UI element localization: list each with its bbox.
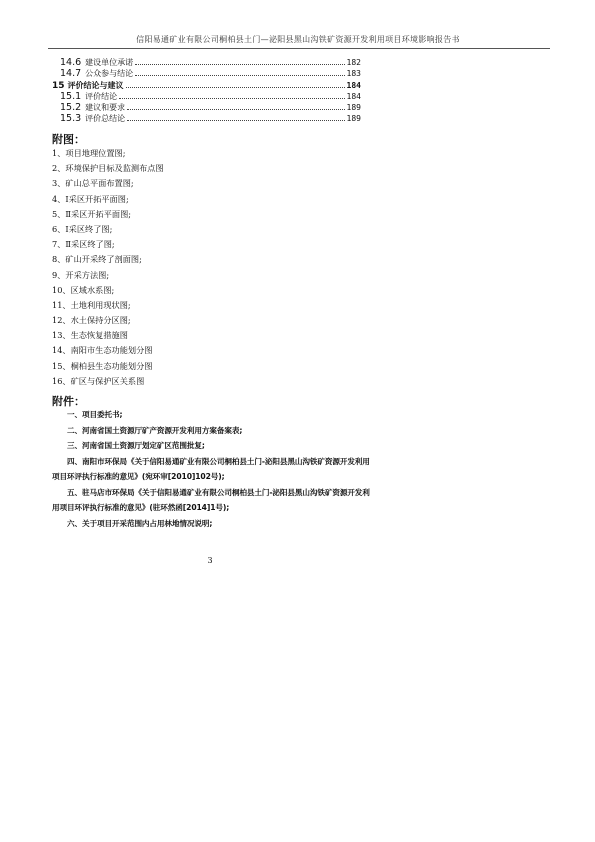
figures-list — [52, 146, 164, 389]
attachment-list-item: 一、项目委托书; — [67, 410, 123, 419]
figure-list-item: 14、南阳市生态功能划分图 — [52, 345, 153, 356]
figure-list-item: 13、生态恢复措施图 — [52, 330, 128, 341]
toc-entry-page: 182 — [346, 58, 361, 67]
toc-entry-number: 14.6 — [60, 57, 82, 68]
figure-list-item: 2、环境保护目标及监测布点图 — [52, 163, 164, 174]
figures-heading: 附图： — [52, 133, 85, 146]
attachment-list-item: 三、河南省国土资源厅划定矿区范围批复; — [67, 441, 205, 450]
figure-list-item: 9、开采方法图; — [52, 269, 110, 280]
toc-leader-dots — [127, 109, 344, 110]
toc-entry-number: 14.7 — [60, 68, 82, 80]
toc-entry-title: 公众参与结论 — [85, 69, 134, 79]
toc-entry[interactable] — [52, 80, 361, 91]
toc-entry-page: 184 — [346, 91, 361, 101]
toc-entry-page: 189 — [346, 103, 361, 113]
figure-list-item: 16、矿区与保护区关系图 — [52, 375, 145, 386]
figure-list-item: 5、Ⅱ采区开拓平面图; — [52, 208, 132, 219]
toc-entry-title: 建设单位承诺 — [85, 58, 134, 67]
toc-leader-dots — [126, 87, 345, 88]
table-of-contents — [52, 57, 361, 125]
toc-entry-page: 184 — [346, 80, 361, 90]
toc-entry[interactable] — [52, 68, 361, 79]
attachments-list — [52, 407, 372, 531]
attachments-heading: 附件： — [52, 395, 85, 408]
toc-entry-number: 15.1 — [60, 90, 82, 102]
figure-list-item: 10、区域水系图; — [52, 284, 115, 295]
toc-entry-title: 评价结论 — [85, 91, 118, 101]
figure-list-item: 6、Ⅰ采区终了图; — [52, 223, 113, 234]
figure-list-item: 1、项目地理位置图; — [52, 148, 126, 158]
toc-entry-title: 建议和要求 — [85, 103, 126, 113]
toc-leader-dots — [135, 64, 344, 65]
toc-entry-title: 评价总结论 — [85, 114, 126, 124]
figure-list-item: 4、Ⅰ采区开拓平面图; — [52, 193, 129, 204]
figure-list-item: 8、矿山开采终了剖面图; — [52, 254, 142, 265]
attachment-list-item: 五、驻马店市环保局《关于信阳易通矿业有限公司桐柏县土门-泌阳县黑山沟铁矿资源开发利用项目环评执行标准的意见》(驻环然函[2014]1号); — [52, 487, 370, 512]
toc-entry[interactable] — [52, 91, 361, 102]
toc-entry-number: 15 — [52, 80, 65, 91]
toc-entry-number: 15.3 — [60, 113, 82, 125]
toc-leader-dots — [127, 120, 344, 121]
toc-entry[interactable] — [52, 102, 361, 113]
figure-list-item: 12、水土保持分区图; — [52, 315, 131, 326]
toc-entry-page: 183 — [346, 69, 361, 79]
toc-entry[interactable] — [52, 57, 361, 68]
toc-entry-number: 15.2 — [60, 102, 82, 114]
attachment-list-item: 四、南阳市环保局《关于信阳易通矿业有限公司桐柏县土门-泌阳县黑山沟铁矿资源开发利用项目环评执行标准的意见》(宛环审[2010]102号); — [52, 456, 370, 481]
figure-list-item: 11、土地利用现状图; — [52, 299, 131, 310]
header-rule — [48, 48, 550, 49]
figure-list-item: 7、Ⅱ采区终了图; — [52, 239, 115, 250]
attachment-list-item: 二、河南省国土资源厅矿产资源开发利用方案备案表; — [67, 425, 243, 435]
toc-leader-dots — [135, 75, 344, 76]
figure-list-item: 15、桐柏县生态功能划分图 — [52, 360, 153, 371]
toc-entry-title: 评价结论与建议 — [67, 80, 124, 90]
attachment-list-item: 六、关于项目开采范围内占用林地情况说明; — [67, 518, 213, 528]
figure-list-item: 3、矿山总平面布置图; — [52, 178, 134, 189]
page-number: 3 — [207, 556, 213, 565]
toc-entry-page: 189 — [346, 114, 361, 124]
toc-leader-dots — [119, 98, 344, 99]
running-header: 信阳易通矿业有限公司桐柏县土门—泌阳县黑山沟铁矿资源开发利用项目环境影响报告书 — [136, 35, 460, 44]
toc-entry[interactable] — [52, 113, 361, 124]
